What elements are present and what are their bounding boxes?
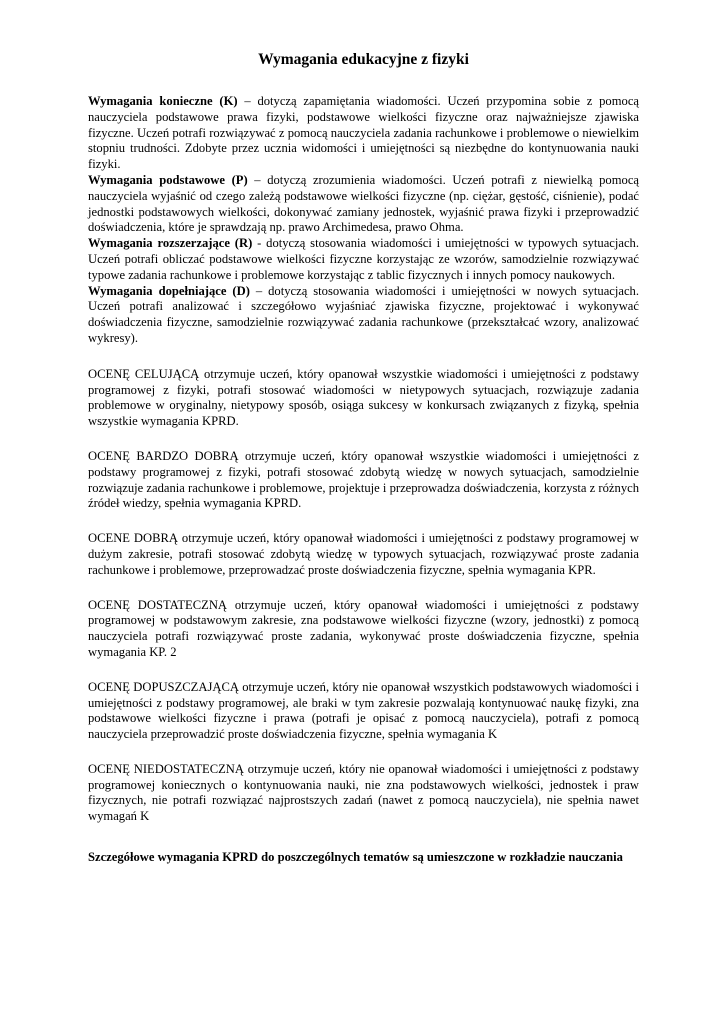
requirement-podstawowe bbox=[88, 173, 639, 236]
grades-section bbox=[88, 367, 639, 825]
requirement-text: – dotyczą stosowania wiadomości i umiejętności w nowych sytuacjach. Uczeń potrafi analizować i szczegółowo wyjaśniać zjawiska fizyczne, projektować i wykonywać doświadczenia fizyczne, samodzielnie rozwiązywać zadania rachunkowe (przekształcać wzory, analizować wykresy). bbox=[88, 283, 639, 345]
requirement-text: – dotyczą zapamiętania wiadomości. Uczeń przypomina sobie z pomocą nauczyciela podstawowe prawa fizyki, podstawowe wielkości fizyczne oraz najważniejsze zjawiska fizyczne. Uczeń potrafi rozwiązywać z pomocą nauczyciela zadania rachunkowe i problemowe o niewielkim stopniu trudności. Zdobyte przez ucznia widomości i umiejętności są niezbędne do kontynuowania nauki fizyki. bbox=[88, 94, 639, 172]
grade-celujaca: OCENĘ CELUJĄCĄ otrzymuje uczeń, który opanował wszystkie wiadomości i umiejętności z podstawy programowej z fizyki, potrafi stosować wiadomości w nietypowych sytuacjach, rozwiązuje zadania problemowe w oryginalny, nietypowy sposób, osiąga sukcesy w konkursach związanych z fizyką, spełnia wszystkie wymagania KPRD. bbox=[88, 366, 639, 429]
requirement-term: Wymagania konieczne (K) bbox=[88, 94, 238, 108]
requirement-term: Wymagania rozszerzające (R) bbox=[88, 236, 253, 251]
requirement-konieczne bbox=[88, 94, 639, 173]
requirement-rozszerzajace bbox=[88, 236, 639, 283]
requirement-term: Wymagania dopełniające (D) bbox=[88, 283, 250, 298]
grade-dobra: OCENE DOBRĄ otrzymuje uczeń, który opanował wiadomości i umiejętności z podstawy programowej w dużym zakresie, potrafi stosować zdobytą wiedzę w typowych sytuacjach, rozwiązywać proste zadania rachunkowe i problemowe, przeprowadzać proste doświadczenia fizyczne, spełnia wymagania KPR. bbox=[88, 531, 639, 577]
document-title: Wymagania edukacyjne z fizyki bbox=[258, 51, 469, 68]
requirement-text: - dotyczą stosowania wiadomości i umiejętności w typowych sytuacjach. Uczeń potrafi obliczać podstawowe wielkości fizyczne korzystając ze wzorów, samodzielnie rozwiązywać typowe zadania rachunkowe i problemowe korzystając z tablic fizycznych i innych pomocy naukowych. bbox=[88, 236, 639, 282]
requirement-term: Wymagania podstawowe (P) bbox=[88, 172, 248, 187]
requirement-text: – dotyczą zrozumienia wiadomości. Uczeń potrafi z niewielką pomocą nauczyciela wyjaśnić od czego zależą podstawowe wielkości fizyczne (np. ciężar, gęstość, ciśnienie), podać jednostki podstawowych wielkości, dokonywać zamiany jednostek, wyjaśnić prawa fizyki i przeprowadzić doświadczenia, które je sprawdzają np. prawo Archimedesa, prawo Ohma. bbox=[88, 172, 639, 235]
closing-note: Szczegółowe wymagania KPRD do poszczególnych tematów są umieszczone w rozkładzie nauczania bbox=[88, 850, 623, 865]
grade-dopuszczajaca: OCENĘ DOPUSZCZAJĄCĄ otrzymuje uczeń, który nie opanował wszystkich podstawowych wiadomości i umiejętności z podstawy programowej, ale braki w tym zakresie pozwalają kontynuować naukę fizyki, zna podstawowe wielkości fizyczne i prawa (potrafi je opisać z pomocą nauczyciela), potrafi z pomocą nauczyciela przeprowadzić proste doświadczenia fizyczne, spełnia wymagania K bbox=[88, 679, 639, 742]
requirements-section bbox=[88, 94, 639, 347]
requirement-dopelniajace bbox=[88, 284, 639, 347]
document-page bbox=[88, 50, 639, 866]
grade-bardzo-dobra: OCENĘ BARDZO DOBRĄ otrzymuje uczeń, który opanował wszystkie wiadomości i umiejętności z podstawy programowej z fizyki, potrafi stosować zdobytą wiedzę w nowych sytuacjach, samodzielnie rozwiązuje zadania rachunkowe i problemowe, projektuje i przeprowadza doświadczenia, korzysta z różnych źródeł wiedzy, spełnia wymagania KPRD. bbox=[88, 448, 639, 511]
grade-dostateczna: OCENĘ DOSTATECZNĄ otrzymuje uczeń, który opanował wiadomości i umiejętności z podstawy programowej w podstawowym zakresie, zna podstawowe wielkości fizyczne (wzory, jednostki) z pomocą nauczyciela potrafi rozwiązywać proste zadania, wykonywać proste doświadczenia fizyczne, spełnia wymagania KP. 2 bbox=[88, 597, 639, 659]
grade-niedostateczna: OCENĘ NIEDOSTATECZNĄ otrzymuje uczeń, który nie opanował wiadomości i umiejętności z podstawy programowej koniecznych o kontynuowania nauki, nie zna podstawowych wielkości, jednostek i praw fizycznych, nie potrafi rozwiązać najprostszych zadań (nawet z pomocą nauczyciela), nie spełnia nawet wymagań K bbox=[88, 761, 639, 824]
